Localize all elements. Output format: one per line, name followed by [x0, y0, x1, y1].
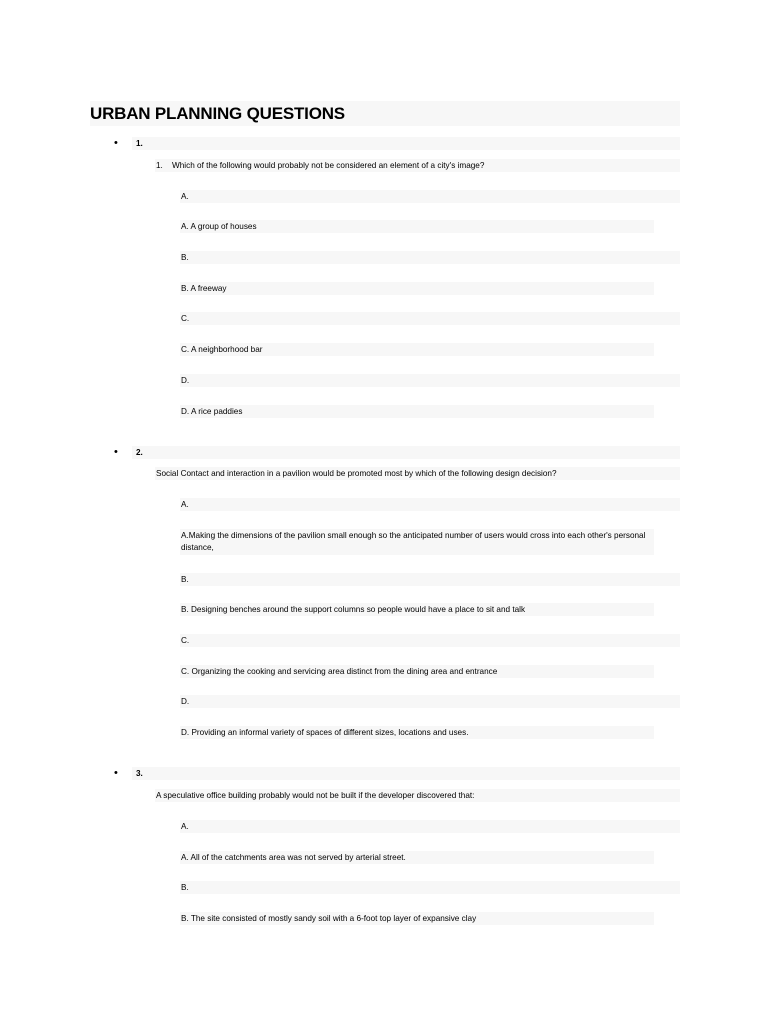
- q3-option-a-answer: A. All of the catchments area was not served by arterial street.: [181, 853, 406, 862]
- q3-number: 3.: [136, 769, 143, 778]
- q1-option-c-letter: C.: [181, 314, 190, 323]
- q1-sub-number: 1.: [156, 161, 163, 170]
- q1-option-d-letter: D.: [181, 376, 190, 385]
- q1-number-band: [132, 137, 680, 150]
- q1-optC-band: [180, 312, 680, 325]
- q1-text: Which of the following would probably not be considered an element of a city's image?: [172, 161, 485, 170]
- q2-option-a-letter: A.: [181, 500, 189, 509]
- q3-option-b-answer: B. The site consisted of mostly sandy soil with a 6-foot top layer of expansive clay: [181, 914, 477, 923]
- q1-ansB-band: [180, 282, 654, 295]
- q1-option-b-answer: B. A freeway: [181, 284, 227, 293]
- q2-optA-band: [180, 498, 680, 511]
- q2-text: Social Contact and interaction in a pavilion would be promoted most by which of the following design decision?: [156, 469, 557, 478]
- q3-bullet: •: [114, 767, 118, 779]
- q3-number-band: [132, 767, 680, 780]
- q1-option-b-letter: B.: [181, 253, 189, 262]
- q2-bullet: •: [114, 446, 118, 458]
- q2-optB-band: [180, 573, 680, 586]
- q3-text: A speculative office building probably would not be built if the developer discovered that:: [156, 791, 475, 800]
- q3-optB-band: [180, 881, 680, 894]
- q1-optA-band: [180, 190, 680, 203]
- q2-optC-band: [180, 634, 680, 647]
- q2-option-c-answer: C. Organizing the cooking and servicing area distinct from the dining area and entrance: [181, 667, 498, 676]
- q1-optB-band: [180, 251, 680, 264]
- q1-option-a-answer: A. A group of houses: [181, 222, 257, 231]
- q2-option-b-answer: B. Designing benches around the support columns so people would have a place to sit and talk: [181, 605, 526, 614]
- q2-option-d-letter: D.: [181, 697, 190, 706]
- q2-optD-band: [180, 695, 680, 708]
- q1-number: 1.: [136, 139, 143, 148]
- page-title: URBAN PLANNING QUESTIONS: [90, 104, 345, 123]
- q3-optA-band: [180, 820, 680, 833]
- q2-option-c-letter: C.: [181, 636, 190, 645]
- q2-option-d-answer: D. Providing an informal variety of spaces of different sizes, locations and uses.: [181, 728, 469, 737]
- q2-number-band: [132, 446, 680, 459]
- q3-option-a-letter: A.: [181, 822, 189, 831]
- q2-option-a-answer: A.Making the dimensions of the pavilion small enough so the anticipated number of users would cross into each other's personal distance,: [181, 531, 646, 552]
- q1-optD-band: [180, 374, 680, 387]
- q2-option-b-letter: B.: [181, 575, 189, 584]
- q3-option-b-letter: B.: [181, 883, 189, 892]
- q1-bullet: •: [114, 137, 118, 149]
- q1-ansD-band: [180, 405, 654, 418]
- q1-option-d-answer: D. A rice paddies: [181, 407, 243, 416]
- q2-number: 2.: [136, 448, 143, 457]
- q1-option-a-letter: A.: [181, 192, 189, 201]
- q1-option-c-answer: C. A neighborhood bar: [181, 345, 263, 354]
